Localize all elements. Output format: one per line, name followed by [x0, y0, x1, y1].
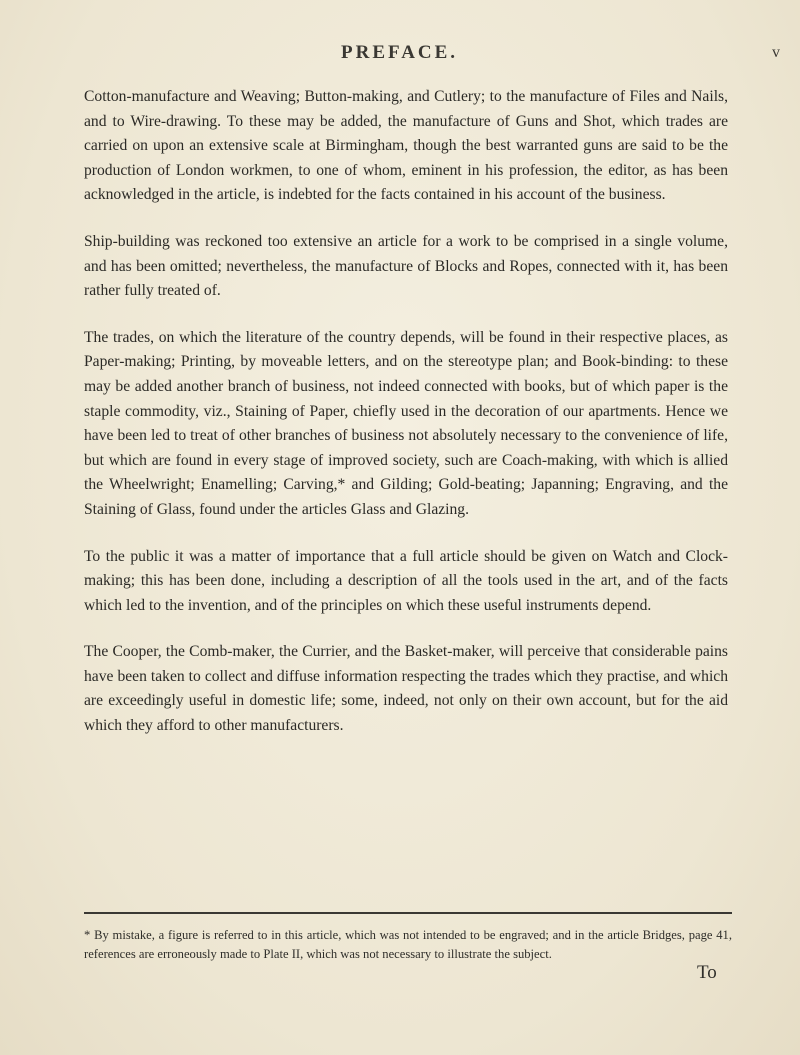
paragraph-1: Cotton-manufacture and Weaving; Button-making, and Cutlery; to the manufacture of Files and Nails, and to Wire-drawing. To these may be added, the manufacture of Guns and Shot, which trades are carried on upon an extensive scale at Birmingham, though the best warranted guns are said to be the production of London workmen, to one of whom, eminent in his profession, the editor, as has been acknowledged in the article, is indebted for the facts contained in his account of the business.	[84, 88, 728, 204]
page-header	[0, 42, 800, 72]
catchword: To	[697, 962, 717, 983]
running-head: PREFACE.	[341, 42, 459, 63]
body-text	[84, 85, 728, 761]
page-number: v	[772, 44, 780, 61]
paragraph-3: The trades, on which the literature of the country depends, will be found in their respective places, as Paper-making; Printing, by moveable letters, and on the stereotype plan; and Book-binding: to these may be added another branch of business, not indeed connected with books, but of which paper is the staple commodity, viz., Staining of Paper, chiefly used in the decoration of our apartments. Hence we have been led to treat of other branches of business not absolutely necessary to the convenience of life, but which are found in every stage of improved society, such are Coach-making, with which is allied the Wheelwright; Enamelling; Carving,* and Gilding; Gold-beating; Japanning; Engraving, and the Staining of Glass, found under the articles Glass and Glazing.	[84, 328, 728, 518]
footnote-rule	[84, 912, 732, 914]
paragraph-5: The Cooper, the Comb-maker, the Currier, and the Basket-maker, will perceive that considerable pains have been taken to collect and diffuse information respecting the trades which they practise, and which are exceedingly useful in domestic life; some, indeed, not only on their own account, but for the aid which they afford to other manufacturers.	[84, 643, 728, 735]
paragraph-2: Ship-building was reckoned too extensive an article for a work to be comprised in a single volume, and has been omitted; nevertheless, the manufacture of Blocks and Ropes, connected with it, has been rather fully treated of.	[84, 232, 728, 300]
paragraph-4: To the public it was a matter of importance that a full article should be given on Watch and Clock-making; this has been done, including a description of all the tools used in the art, and of the facts which led to the invention, and of the principles on which these useful instruments depend.	[84, 547, 728, 614]
footnote: * By mistake, a figure is referred to in this article, which was not intended to be engraved; and in the article Bridges, page 41, references are erroneously made to Plate II, which was not necessary to illustrate the subject.	[84, 928, 732, 961]
